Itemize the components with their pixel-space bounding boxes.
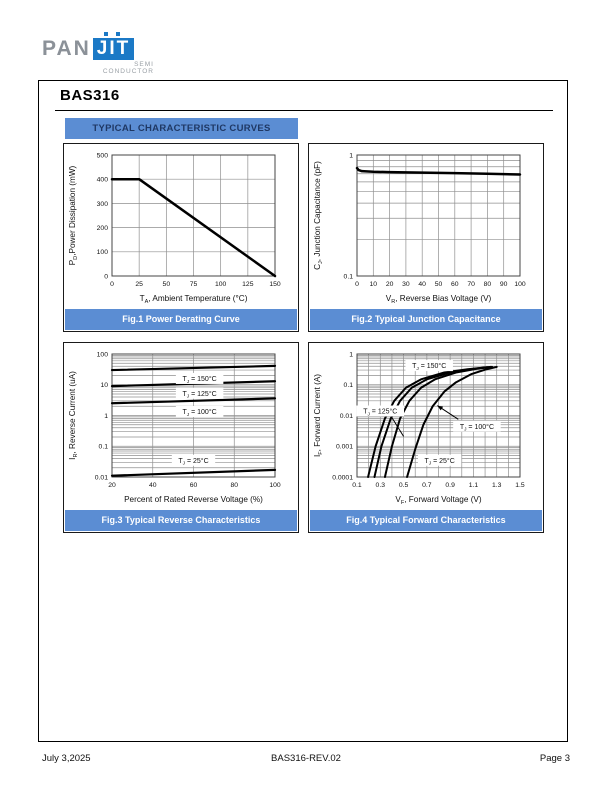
logo-pan-text: PAN: [42, 37, 91, 60]
fig3-reverse-characteristics: [63, 342, 299, 533]
logo-jit-text: JIT: [96, 38, 131, 59]
svg-text:90: 90: [499, 281, 508, 288]
fig1-caption: Fig.1 Power Derating Curve: [65, 309, 297, 330]
title-divider: [55, 110, 553, 111]
svg-text:TJ = 100°C: $T_J = 100^\circ C$: [459, 423, 495, 433]
logo-semi-text: SEMI: [134, 61, 154, 68]
fig3-caption: Fig.3 Typical Reverse Characteristics: [65, 510, 297, 531]
svg-text:0.9: 0.9: [445, 482, 455, 489]
panjit-logo: [42, 38, 134, 60]
svg-text:10: 10: [369, 281, 378, 288]
svg-text:500: 500: [96, 152, 108, 160]
svg-text:0.5: 0.5: [398, 482, 409, 489]
svg-text:100: 100: [514, 281, 526, 288]
svg-text:0.7: 0.7: [422, 482, 432, 489]
fig1-power-derating-curve: [63, 143, 299, 332]
svg-text:125: 125: [242, 281, 254, 288]
svg-text:100: 100: [269, 482, 281, 489]
svg-text:0.3: 0.3: [375, 482, 386, 489]
svg-text:150: 150: [269, 281, 281, 288]
svg-text:0.0001: 0.0001: [332, 474, 353, 482]
svg-text:50: 50: [162, 281, 171, 288]
fig4-forward-characteristics: [308, 342, 544, 533]
svg-text:60: 60: [189, 482, 198, 489]
svg-text:1.1: 1.1: [468, 482, 479, 489]
svg-text:TJ = 150°C: $T_J = 150^\circ C$: [412, 363, 447, 372]
svg-text:200: 200: [96, 225, 108, 232]
svg-text:30: 30: [402, 281, 410, 288]
svg-text:0.1: 0.1: [343, 273, 353, 281]
svg-text:0.01: 0.01: [339, 412, 353, 420]
svg-text:TJ = 150°C: $T_J = 150^\circ C$: [182, 376, 217, 385]
logo-dot-icon: [116, 32, 120, 36]
fig1-chart: [64, 144, 298, 309]
svg-text:20: 20: [385, 281, 394, 288]
svg-text:1: 1: [349, 351, 353, 359]
svg-text:0.1: 0.1: [343, 382, 353, 390]
svg-text:TJ = 25°C: $T_J = 25^\circ C$: [178, 457, 209, 467]
footer-page-number: Page 3: [539, 753, 570, 764]
logo-dot-icon: [104, 32, 108, 36]
svg-text:IR, Reverse Current (uA): $I_R$, Reverse Current (uA): [68, 371, 79, 460]
svg-text:100: 100: [96, 249, 108, 257]
svg-text:0: 0: [110, 281, 114, 288]
section-banner: TYPICAL CHARACTERISTIC CURVES: [65, 118, 298, 139]
fig2-caption: Fig.2 Typical Junction Capacitance: [310, 309, 542, 330]
svg-text:20: 20: [108, 482, 116, 489]
svg-text:0.1: 0.1: [352, 482, 362, 489]
svg-text:80: 80: [230, 482, 239, 489]
svg-text:0.01: 0.01: [94, 474, 108, 482]
footer-revision: BAS316-REV.02: [271, 753, 341, 764]
logo-conductor-text: CONDUCTOR: [102, 68, 154, 75]
svg-text:Percent of Rated Reverse Volta: Percent of Rated Reverse Voltage (%): [124, 495, 263, 504]
svg-text:0.001: 0.001: [335, 443, 353, 451]
svg-text:1: 1: [104, 412, 108, 420]
svg-text:300: 300: [96, 200, 108, 208]
logo-subtitle: [42, 61, 154, 75]
svg-text:TJ = 125°C: $T_J = 125^\circ C$: [182, 390, 217, 400]
svg-text:TJ = 125°C: $T_J = 125^\circ C$: [363, 408, 398, 418]
svg-text:100: 100: [96, 351, 108, 359]
svg-text:10: 10: [100, 382, 108, 390]
svg-text:80: 80: [483, 281, 492, 288]
svg-text:PD,Power Dissipation (mW): $P_D,Power$ Dissipation (mW): [68, 165, 79, 266]
part-number-title: BAS316: [60, 87, 120, 104]
svg-text:0.1: 0.1: [98, 443, 108, 451]
logo-jit-box: [93, 38, 134, 60]
svg-text:1.5: 1.5: [515, 482, 525, 489]
fig2-junction-capacitance: [308, 143, 544, 332]
svg-text:400: 400: [96, 176, 108, 184]
svg-text:0: 0: [104, 273, 108, 281]
svg-text:1: 1: [349, 152, 353, 160]
svg-text:60: 60: [451, 281, 459, 288]
svg-text:50: 50: [434, 281, 443, 288]
svg-text:TA, Ambient Temperature (°C): $T_A$, Ambient Temperature (°C): [139, 294, 248, 305]
svg-text:CJ, Junction Capacitance (pF): $C_J$, Junction Capacitance (pF): [313, 161, 324, 270]
svg-text:75: 75: [189, 281, 198, 288]
svg-text:VR, Reverse Bias Voltage (V): $V_R$, Reverse Bias Voltage (V): [385, 294, 492, 305]
fig4-chart: [309, 343, 543, 510]
fig2-chart: [309, 144, 543, 309]
svg-text:TJ = 25°C: $T_J = 25^\circ C$: [424, 457, 455, 467]
footer-date: July 3,2025: [42, 753, 91, 764]
fig4-caption: Fig.4 Typical Forward Characteristics: [310, 510, 542, 531]
svg-text:70: 70: [467, 281, 475, 288]
svg-text:1.3: 1.3: [491, 482, 502, 489]
svg-text:40: 40: [148, 482, 157, 489]
svg-text:100: 100: [214, 281, 227, 288]
svg-text:TJ = 100°C: $T_J = 100^\circ C$: [182, 409, 217, 418]
svg-text:IF, Forward Current (A): $I_F$, Forward Current (A): [313, 373, 324, 458]
fig3-chart: [64, 343, 298, 510]
svg-text:VF, Forward Voltage (V): $V_F$, Forward Voltage (V): [395, 495, 482, 506]
svg-text:25: 25: [135, 281, 143, 288]
svg-text:0: 0: [355, 281, 359, 288]
svg-text:40: 40: [418, 281, 426, 288]
